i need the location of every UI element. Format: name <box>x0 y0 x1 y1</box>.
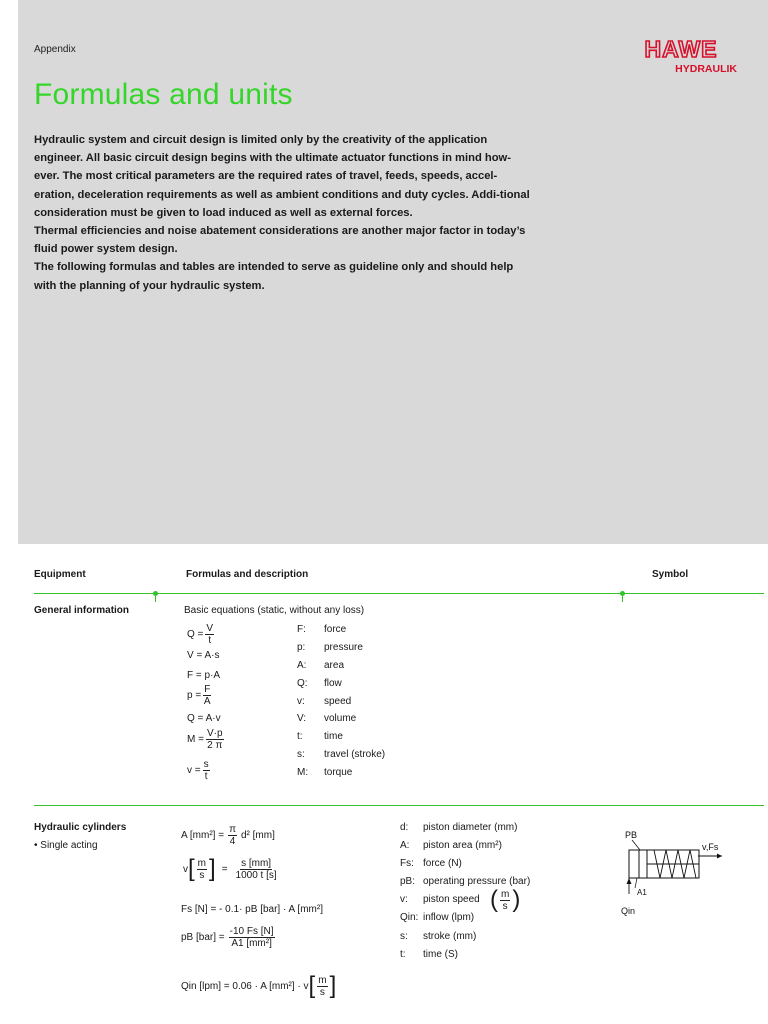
eq-lhs: v = <box>187 765 201 776</box>
legend-symbol: A: <box>297 660 307 671</box>
col-header-formulas: Formulas and description <box>186 569 309 580</box>
row-title-general: General information <box>34 605 130 616</box>
denominator: A1 [mm²] <box>231 938 272 949</box>
numerator: π <box>229 824 236 835</box>
numerator: F <box>204 684 211 695</box>
legend-description: piston speed <box>423 894 480 905</box>
legend-symbol: v: <box>400 894 408 905</box>
numerator: s [mm] <box>241 857 272 869</box>
fraction <box>228 824 237 847</box>
legend-symbol: d: <box>400 822 409 833</box>
equation-torque <box>187 728 226 751</box>
eq-lhs: Qin [lpm] = 0.06 · A [mm²] · v <box>181 980 309 992</box>
column-marker-stem <box>155 596 156 602</box>
eq-sign: = <box>221 863 228 875</box>
numerator: m <box>318 974 327 986</box>
legend-symbol: Fs: <box>400 858 414 869</box>
equation-piston-area <box>181 824 275 847</box>
legend-description: area <box>324 660 345 671</box>
fraction <box>203 684 211 707</box>
fraction <box>229 926 275 949</box>
fraction <box>317 975 327 998</box>
fraction <box>197 858 207 881</box>
logo-subtext: HYDRAULIK <box>675 63 737 75</box>
denominator: s <box>502 900 508 912</box>
denominator: s <box>319 986 325 998</box>
legend-description: pressure <box>324 642 363 653</box>
equation-flow <box>187 623 216 646</box>
header-divider <box>34 593 764 594</box>
legend-symbol: s: <box>297 749 305 760</box>
equation-speed <box>187 759 212 782</box>
legend-description: time <box>324 731 343 742</box>
fraction <box>236 858 277 881</box>
label-a1: A1 <box>637 888 647 897</box>
legend-symbol: v: <box>297 696 305 707</box>
legend-description: stroke (mm) <box>423 931 477 942</box>
legend-symbol: Q: <box>297 678 308 689</box>
eq-lhs: M = <box>187 734 204 745</box>
numerator: V <box>206 623 214 634</box>
row-title-cylinders: Hydraulic cylinders <box>34 822 127 833</box>
equation-force: F = p·A <box>187 670 221 681</box>
legend-symbol: M: <box>297 767 309 778</box>
intro-text <box>34 131 534 295</box>
denominator: s <box>199 869 205 881</box>
legend-description: speed <box>324 696 352 707</box>
section-divider <box>34 805 764 806</box>
legend-symbol: pB: <box>400 876 416 887</box>
fraction <box>203 759 210 782</box>
hawe-logo <box>624 36 738 76</box>
legend-symbol: Qin: <box>400 912 419 923</box>
eq-lhs: Q = <box>187 629 204 640</box>
label-qin: Qin <box>621 906 636 916</box>
cylinders-subtitle: • Single acting <box>34 840 98 851</box>
unit-bracket: [ $\frac{m}{s}$ ] <box>308 972 337 999</box>
legend-description: inflow (lpm) <box>423 912 475 923</box>
col-header-equipment: Equipment <box>34 569 86 580</box>
column-marker-stem <box>622 596 623 602</box>
intro-paragraph: Hydraulic system and circuit design is limited only by the creativity of the application engineer. All basic circuit design begins with the ultimate actuator functions in mind how-ever. The most critical parameters are the required rates of travel, feeds, speeds, accel-eration, deceleration requirements as well as ambient conditions and duty cycles. Addi-tional consideration must be given to load induced as well as external forces. <box>34 134 530 219</box>
col-header-symbol: Symbol <box>652 569 689 580</box>
legend-description: force <box>324 624 347 635</box>
denominator: t <box>208 635 212 646</box>
legend-description: torque <box>324 767 353 778</box>
equation-flow-speed: Q = A·v <box>187 713 221 724</box>
label-pb: PB <box>625 830 638 840</box>
legend-description: piston diameter (mm) <box>423 822 518 833</box>
intro-paragraph: The following formulas and tables are intended to serve as guideline only and should help with the planning of your hydraulic system. <box>34 261 514 292</box>
numerator: m <box>197 857 207 869</box>
eq-rhs: d² [mm] <box>240 830 275 841</box>
numerator: V·p <box>206 728 223 739</box>
eq-lhs: v <box>183 863 188 875</box>
legend-symbol: A: <box>400 840 410 851</box>
fraction <box>500 889 510 912</box>
equation-piston-speed <box>183 857 279 881</box>
numerator: m <box>501 888 510 900</box>
eq-lhs: p = <box>187 690 202 701</box>
unit-bracket: [ $\frac{m}{s}$ ] <box>188 855 216 882</box>
equation-pressure <box>187 684 213 707</box>
legend-description: time (S) <box>423 949 458 960</box>
numerator: s <box>203 759 209 770</box>
legend-description: force (N) <box>423 858 462 869</box>
denominator: 4 <box>229 836 236 847</box>
speed-unit-bracket: ( $\frac{m}{s}$ ) <box>490 886 521 913</box>
logo-wordmark: HAWE <box>644 36 718 62</box>
equation-volume: V = A·s <box>187 650 220 661</box>
legend-symbol: V: <box>297 713 307 724</box>
legend-symbol: t: <box>297 731 303 742</box>
denominator: A <box>203 696 211 707</box>
numerator: -10 Fs [N] <box>229 926 274 937</box>
legend-description: operating pressure (bar) <box>423 876 531 887</box>
denominator: 2 π <box>207 740 223 751</box>
legend-description: volume <box>324 713 357 724</box>
general-subtitle: Basic equations (static, without any loss) <box>184 605 365 616</box>
equation-force-cylinder: Fs [N] = - 0.1· pB [bar] · A [mm²] <box>181 904 323 915</box>
legend-symbol: F: <box>297 624 306 635</box>
denominator: 1000 t [s] <box>235 869 277 881</box>
fraction <box>205 623 214 646</box>
page-title: Formulas and units <box>34 78 293 111</box>
equation-inflow <box>181 974 336 998</box>
equation-operating-pressure <box>181 926 277 949</box>
fraction <box>206 728 224 751</box>
denominator: t <box>204 771 208 782</box>
legend-symbol: s: <box>400 931 408 942</box>
single-acting-cylinder-symbol <box>616 826 726 922</box>
legend-description: piston area (mm²) <box>423 840 502 851</box>
legend-description: flow <box>324 678 342 689</box>
eq-lhs: pB [bar] = <box>181 932 225 943</box>
eq-lhs: A [mm²] = <box>181 830 225 841</box>
section-label: Appendix <box>34 44 76 55</box>
intro-paragraph: Thermal efficiencies and noise abatement considerations are another major factor in today’s fluid power system design. <box>34 225 526 256</box>
label-vfs: v,Fs <box>702 842 719 852</box>
legend-symbol: t: <box>400 949 406 960</box>
legend-description: travel (stroke) <box>324 749 386 760</box>
legend-symbol: p: <box>297 642 306 653</box>
